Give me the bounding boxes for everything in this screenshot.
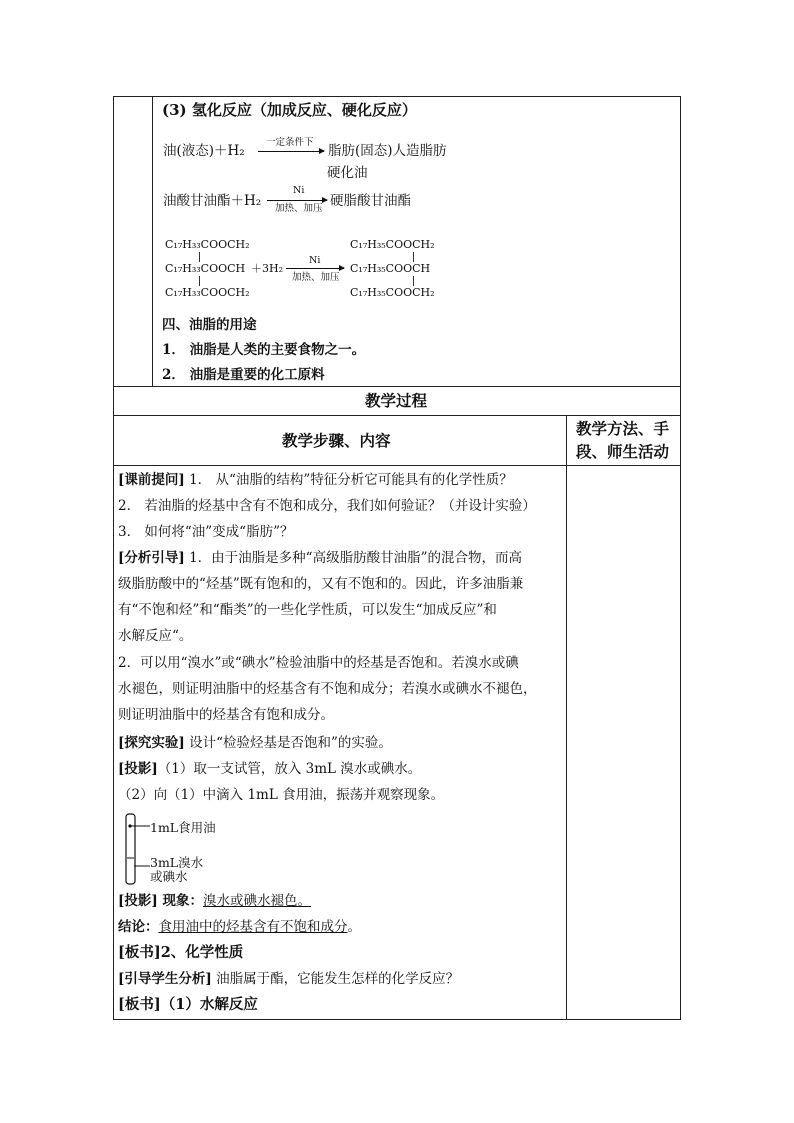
tube-oil-label: 1mL食用油 xyxy=(150,820,216,835)
struct-left-line-3: C₁₇H₃₃COOCH₂ xyxy=(165,286,250,299)
eq2-right: 硬脂酸甘油酯 xyxy=(330,193,411,209)
eq1-condition: 一定条件下 xyxy=(266,137,314,148)
analysis-line-3: 有“不饱和烃”和“酯类”的一些化学性质，可以发生“加成反应”和 xyxy=(118,602,497,618)
eq2-condition-bottom: 加热、加压 xyxy=(275,203,323,214)
phenomenon-label: [投影] xyxy=(118,893,158,909)
question-2: 2． 若油脂的烃基中含有不饱和成分，我们如何验证？（并设计实验） xyxy=(118,498,536,514)
phenomenon-word: 现象： xyxy=(157,893,203,909)
struct-condition-bottom: 加热、加压 xyxy=(292,272,340,283)
analysis-line-6: 水褪色，则证明油脂中的烃基含有不饱和成分；若溴水或碘水不褪色， xyxy=(118,681,537,697)
table-border-top xyxy=(113,96,681,97)
struct-left-bond-2 xyxy=(199,276,200,286)
table-col-header-divider xyxy=(113,465,681,466)
table-column-divider xyxy=(566,415,567,1020)
table-border-right xyxy=(680,96,681,1020)
question-3: 3． 如何将“油”变成“脂肪”？ xyxy=(118,524,294,540)
board-hydrolysis-text: （1）水解反应 xyxy=(160,996,258,1013)
eq2-left: 油酸甘油酯＋H₂ xyxy=(163,193,262,209)
eq1-left: 油(液态)＋H₂ xyxy=(163,143,245,159)
struct-right-bond-2 xyxy=(413,276,414,286)
projection-step-2: （2）向（1）中滴入 1mL 食用油，振荡并观察现象。 xyxy=(118,787,445,803)
analysis-line-4: 水解反应“。 xyxy=(118,628,193,644)
eq2-arrow xyxy=(267,200,327,201)
projection-step-1: （1）取一支试管，放入 3mL 溴水或碘水。 xyxy=(157,761,422,777)
struct-left-bond-1 xyxy=(199,252,200,262)
conclusion-label: 结论： xyxy=(118,919,159,935)
projection-line-1 xyxy=(118,759,421,779)
guide-text: 油脂属于酯，它能发生怎样的化学反应？ xyxy=(211,971,460,987)
eq1-subtitle: 硬化油 xyxy=(327,165,368,181)
guide-label: [引导学生分析] xyxy=(118,971,212,987)
struct-right-bond-1 xyxy=(413,252,414,262)
pre-class-question-1 xyxy=(118,470,513,490)
column-header-steps: 教学步骤、内容 xyxy=(282,431,391,450)
analysis-line-2: 级脂肪酸中的“烃基”既有饱和的，又有不饱和的。因此，许多油脂兼 xyxy=(118,576,524,592)
analysis-line-7: 则证明油脂中的烃基含有饱和成分。 xyxy=(118,707,334,723)
column-header-methods-line-1: 教学方法、手 xyxy=(576,419,670,438)
table-border-bottom xyxy=(113,1019,681,1020)
experiment-label: [探究实验] xyxy=(118,735,185,751)
tube-water-label-1: 3mL溴水 xyxy=(150,855,204,870)
struct-right-line-3: C₁₇H₃₅COOCH₂ xyxy=(350,286,435,299)
question-1: 1． 从“油脂的结构”特征分析它可能具有的化学性质？ xyxy=(184,472,513,488)
table-process-header-divider xyxy=(113,415,681,416)
struct-plus-h2: ＋3H₂ xyxy=(251,262,284,275)
analysis-label: [分析引导] xyxy=(118,550,185,566)
eq2-condition-top: Ni xyxy=(293,185,305,196)
guide-line xyxy=(118,969,459,989)
eq1-arrow xyxy=(258,151,324,152)
tube-water-label-2: 或碘水 xyxy=(150,869,188,884)
analysis-1-text: 1．由于油脂是多种“高级脂肪酸甘油脂”的混合物，而高 xyxy=(184,550,522,566)
phenomenon-text: 溴水或碘水褪色。 xyxy=(202,893,311,909)
struct-arrow xyxy=(286,268,344,269)
analysis-line-5: 2．可以用“溴水”或“碘水”检验油脂中的烃基是否饱和。若溴水或碘 xyxy=(118,655,519,671)
conclusion-end: 。 xyxy=(347,919,361,935)
board-label: [板书] xyxy=(118,996,161,1013)
process-header: 教学过程 xyxy=(365,391,428,410)
pre-class-label: [课前提问] xyxy=(118,472,185,488)
analysis-line-1 xyxy=(118,548,522,568)
table-border-left xyxy=(113,96,114,1020)
oil-drop xyxy=(128,824,131,827)
use-item-1: 1． 油脂是人类的主要食物之一。 xyxy=(162,342,366,358)
uses-heading: 四、油脂的用途 xyxy=(162,317,257,333)
experiment-text: 设计“检验烃基是否饱和”的实验。 xyxy=(184,735,392,751)
table-top-row-divider xyxy=(113,386,681,387)
phenomenon-line xyxy=(118,891,311,911)
experiment-line xyxy=(118,733,392,753)
projection-label: [投影] xyxy=(118,761,158,777)
conclusion-text: 食用油中的烃基含有不饱和成分 xyxy=(158,919,348,935)
struct-left-line-2: C₁₇H₃₃COOCH xyxy=(165,262,246,275)
board-note-properties: [板书]2、化学性质 xyxy=(118,944,244,961)
board-note-hydrolysis xyxy=(118,995,258,1015)
column-header-methods-line-2: 段、师生活动 xyxy=(576,442,670,461)
use-item-2: 2． 油脂是重要的化工原料 xyxy=(162,367,325,383)
struct-condition-top: Ni xyxy=(309,255,321,266)
struct-left-line-1: C₁₇H₃₃COOCH₂ xyxy=(165,238,250,251)
table-inner-left-col xyxy=(152,96,153,386)
eq1-right: 脂肪(固态)人造脂肪 xyxy=(328,143,447,159)
conclusion-line xyxy=(118,917,361,937)
struct-right-line-1: C₁₇H₃₅COOCH₂ xyxy=(350,238,435,251)
struct-right-line-2: C₁₇H₃₅COOCH xyxy=(350,262,431,275)
hydrogenation-title: (3) 氢化反应（加成反应、硬化反应） xyxy=(162,101,417,119)
